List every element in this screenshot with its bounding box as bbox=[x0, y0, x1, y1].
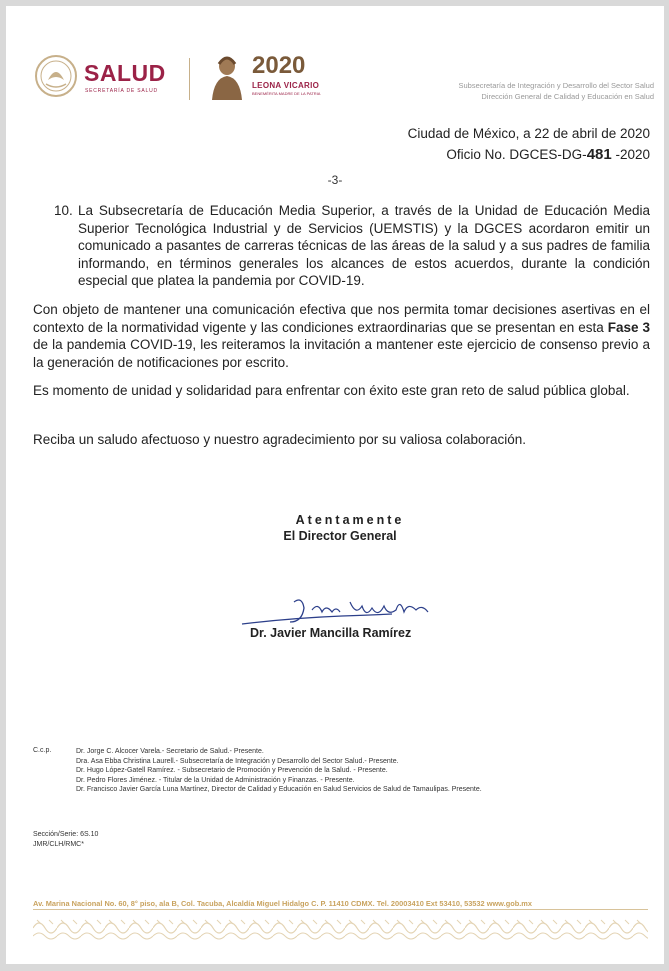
reference-codes bbox=[33, 830, 98, 850]
ccp-line: Dr. Francisco Javier García Luna Martínez, Director de Calidad y Educación en Salud Servicios de Salud de Tamaulipas. Presente. bbox=[76, 786, 482, 794]
leona-vicario-label: LEONA VICARIO bbox=[252, 81, 320, 90]
footer-address: Av. Marina Nacional No. 60, 8° piso, ala B, Col. Tacuba, Alcaldía Miguel Hidalgo C. P. 11410 CDMX. Tel. 20003410 Ext 53410, 53532 www.gob.mx bbox=[33, 899, 532, 908]
dateline bbox=[408, 123, 650, 165]
ccp-line: Dr. Hugo López-Gatell Ramírez. - Subsecretario de Promoción y Prevención de la Salud. - Presente. bbox=[76, 767, 388, 775]
ccp-line: Dra. Asa Ebba Christina Laurell.- Subsecretaría de Integración y Desarrollo del Sector Salud.- Presente. bbox=[76, 757, 399, 765]
signer-name: Dr. Javier Mancilla Ramírez bbox=[250, 626, 412, 640]
ccp-list bbox=[76, 747, 482, 795]
signer-title: El Director General bbox=[283, 529, 397, 543]
header-organization bbox=[458, 80, 654, 102]
initials: JMR/CLH/RMC* bbox=[33, 841, 84, 848]
closing-regards: Atentamente bbox=[295, 513, 405, 527]
section-series: Sección/Serie: 6S.10 bbox=[33, 831, 99, 838]
brand-subtitle: SECRETARÍA DE SALUD bbox=[85, 88, 158, 94]
numbered-item bbox=[54, 202, 650, 290]
footer-rule bbox=[33, 909, 648, 910]
ccp-line: Dr. Pedro Flores Jiménez. - Titular de la Unidad de Administración y Finanzas. - Presente. bbox=[76, 776, 355, 784]
year-2020: 2020 bbox=[252, 52, 306, 79]
paragraph-unity: Es momento de unidad y solidaridad para enfrentar con éxito este gran reto de salud pública global. bbox=[33, 383, 630, 398]
leona-vicario-subtitle: BENEMÉRITA MADRE DE LA PATRIA bbox=[252, 91, 321, 96]
org-line-2: Dirección General de Calidad y Educación en Salud bbox=[481, 92, 654, 101]
item-text: La Subsecretaría de Educación Media Superior, a través de la Unidad de Educación Media Superior Tecnológica Industrial y de Servicios (UEMSTIS) y la DGCES acordaron emitir un comunicado a pasantes de carreras técnicas de las áreas de la salud y a sus padres de familia informando, en términos generales los alcances de estos acuerdos, durante la condición especial que platea la pandemia por COVID-19. bbox=[78, 203, 650, 288]
ccp-line: Dr. Jorge C. Alcocer Varela.- Secretario de Salud.- Presente. bbox=[76, 748, 264, 755]
ccp-label: C.c.p. bbox=[33, 747, 52, 754]
p1-text-b: de la pandemia COVID-19, les reiteramos la invitación a mantener este ejercicio de consenso previo a la generación de notificaciones por escrito. bbox=[33, 337, 650, 370]
brand-wordmark: SALUD bbox=[84, 60, 166, 86]
place-date: Ciudad de México, a 22 de abril de 2020 bbox=[407, 126, 650, 141]
oficio-num: 481 bbox=[586, 146, 612, 163]
letter-page bbox=[6, 6, 664, 964]
paragraph-communication bbox=[33, 301, 650, 371]
oficio-prefix: Oficio No. DGCES-DG- bbox=[446, 147, 587, 162]
oficio-number bbox=[408, 144, 650, 165]
p1-bold: Fase 3 bbox=[607, 319, 650, 335]
org-line-1: Subsecretaría de Integración y Desarrollo del Sector Salud bbox=[458, 81, 654, 90]
oficio-suffix: -2020 bbox=[611, 147, 650, 162]
header-divider bbox=[189, 58, 190, 100]
national-seal-icon bbox=[34, 54, 78, 98]
item-number: 10. bbox=[54, 203, 73, 218]
page-number: -3- bbox=[327, 173, 343, 187]
decorative-pattern-icon bbox=[33, 916, 648, 940]
letterhead bbox=[34, 52, 654, 112]
paragraph-regards: Reciba un saludo afectuoso y nuestro agradecimiento por su valiosa colaboración. bbox=[33, 432, 527, 447]
p1-text-a: Con objeto de mantener una comunicación efectiva que nos permita tomar decisiones asertivas en el contexto de la normatividad vigente y las condiciones extraordinarias que se presentan en esta bbox=[33, 302, 650, 335]
leona-vicario-portrait-icon bbox=[206, 52, 248, 100]
